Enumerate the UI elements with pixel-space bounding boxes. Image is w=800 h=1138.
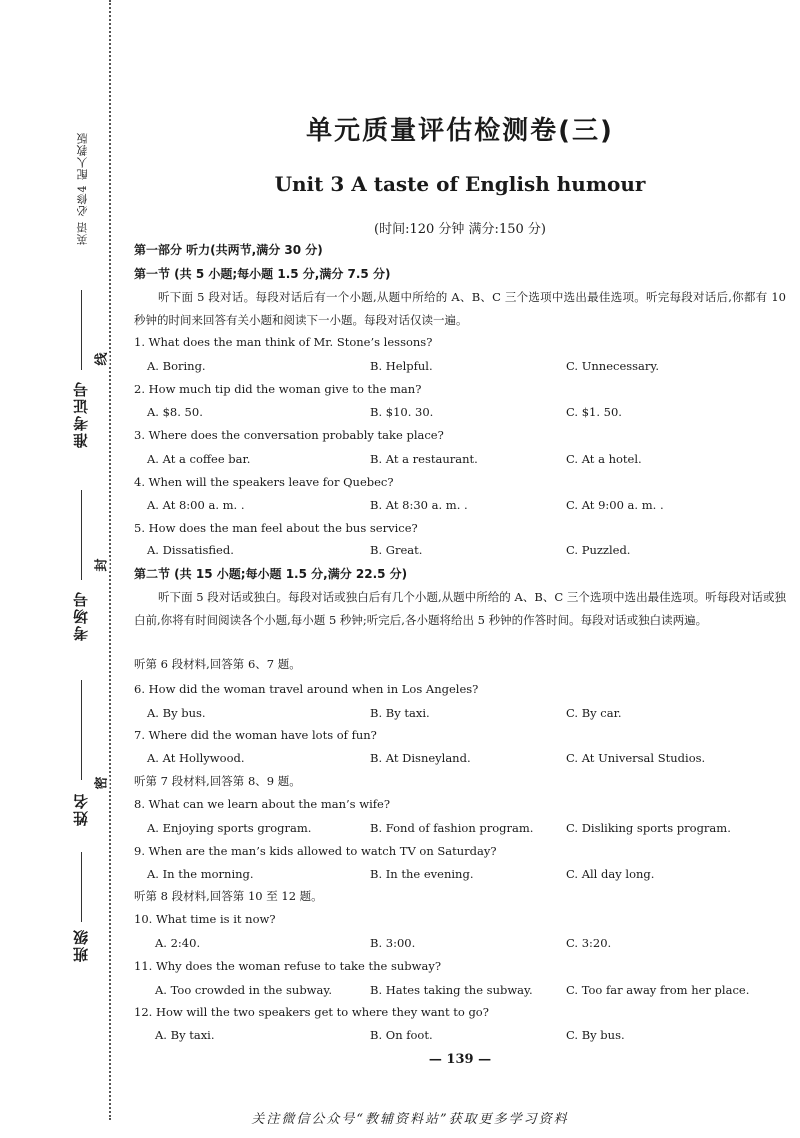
- option-b: B. At Disneyland.: [370, 751, 471, 765]
- option-a: A. Too crowded in the subway.: [155, 983, 333, 997]
- field-class-label: 班级: [72, 928, 90, 962]
- option-c: C. At a hotel.: [566, 452, 642, 466]
- option-a: A. By bus.: [147, 706, 206, 720]
- option-a: A. 2:40.: [155, 936, 201, 950]
- seal-xian: 线: [94, 352, 110, 366]
- question-1: 1. What does the man think of Mr. Stone’s lessons?: [134, 335, 433, 349]
- material-8-note: 听第 8 段材料,回答第 10 至 12 题。: [134, 889, 323, 903]
- field-exam-id-label-text: 准考证号: [72, 380, 90, 448]
- question-5: 5. How does the man feel about the bus service?: [134, 521, 418, 535]
- page-title: 单元质量评估检测卷(三): [306, 116, 614, 146]
- option-b: B. On foot.: [370, 1028, 433, 1042]
- material-6-note: 听第 6 段材料,回答第 6、7 题。: [134, 657, 301, 671]
- question-12: 12. How will the two speakers get to where they want to go?: [134, 1005, 489, 1019]
- field-exam-room-label-wrap: [70, 590, 94, 641]
- material-7-note: 听第 7 段材料,回答第 8、9 题。: [134, 774, 301, 788]
- field-name-label: 姓名: [72, 792, 90, 826]
- option-a: A. Enjoying sports grogram.: [147, 821, 312, 835]
- part1-heading: 第一部分 听力(共两节,满分 30 分): [134, 243, 323, 257]
- section2-heading: 第二节 (共 15 小题;每小题 1.5 分,满分 22.5 分): [134, 567, 408, 581]
- option-c: C. At 9:00 a. m. .: [566, 498, 664, 512]
- option-b: B. 3:00.: [370, 936, 416, 950]
- unit-subtitle: Unit 3 A taste of English humour: [274, 172, 646, 196]
- option-b: B. Great.: [370, 543, 423, 557]
- question-9: 9. When are the man’s kids allowed to watch TV on Saturday?: [134, 844, 497, 858]
- question-6: 6. How did the woman travel around when in Los Angeles?: [134, 682, 479, 696]
- field-name-line: [81, 680, 82, 780]
- section2-instructions: 听下面 5 段对话或独白。每段对话或独白后有几个小题,从题中所给的 A、B、C 三个选项中选出最佳选项。听每段对话或独白前,你将有时间阅读各个小题,每小题 5 秒钟;听完后,各小题将给出 5 秒钟的作答时间。每段对话或独白读两遍。: [134, 590, 786, 627]
- option-b: B. $10. 30.: [370, 405, 434, 419]
- field-name-label-wrap: [70, 792, 94, 826]
- option-b: B. By taxi.: [370, 706, 430, 720]
- field-exam-room-line: [81, 490, 82, 580]
- option-c: C. By bus.: [566, 1028, 625, 1042]
- section1-instructions: 听下面 5 段对话。每段对话后有一个小题,从题中所给的 A、B、C 三个选项中选出最佳选项。听完每段对话后,你都有 10 秒钟的时间来回答有关小题和阅读下一小题。每段对话仅读一遍。: [134, 290, 786, 327]
- section1-heading: 第一节 (共 5 小题;每小题 1.5 分,满分 7.5 分): [134, 267, 391, 281]
- seal-mi: 密: [94, 776, 110, 790]
- question-3: 3. Where does the conversation probably take place?: [134, 428, 444, 442]
- option-a: A. Boring.: [147, 359, 206, 373]
- field-exam-id-line: [81, 290, 82, 370]
- field-exam-room-label: 考场号: [72, 590, 90, 641]
- option-c: C. 3:20.: [566, 936, 612, 950]
- option-a: A. In the morning.: [147, 867, 254, 881]
- option-a: A. By taxi.: [155, 1028, 215, 1042]
- question-7: 7. Where did the woman have lots of fun?: [134, 728, 377, 742]
- option-b: B. Helpful.: [370, 359, 433, 373]
- seal-feng: 封: [94, 558, 110, 572]
- option-c: C. $1. 50.: [566, 405, 622, 419]
- option-b: B. Hates taking the subway.: [370, 983, 533, 997]
- option-c: C. Puzzled.: [566, 543, 631, 557]
- option-a: A. At Hollywood.: [147, 751, 245, 765]
- binding-meta-text: 英语 必修4 配人教版: [76, 132, 89, 245]
- question-4: 4. When will the speakers leave for Quebec?: [134, 475, 394, 489]
- option-c: C. Too far away from her place.: [566, 983, 750, 997]
- question-2: 2. How much tip did the woman give to the man?: [134, 382, 422, 396]
- option-c: C. Unnecessary.: [566, 359, 660, 373]
- footer-note: 关注微信公众号“教辅资料站”获取更多学习资料: [251, 1112, 569, 1127]
- option-a: A. At a coffee bar.: [147, 452, 251, 466]
- option-c: C. By car.: [566, 706, 622, 720]
- field-class-line: [81, 852, 82, 922]
- option-b: B. In the evening.: [370, 867, 474, 881]
- field-exam-id-label-wrap: [70, 380, 94, 448]
- option-b: B. Fond of fashion program.: [370, 821, 534, 835]
- option-a: A. At 8:00 a. m. .: [147, 498, 245, 512]
- binding-margin: [0, 0, 118, 1138]
- question-11: 11. Why does the woman refuse to take the subway?: [134, 959, 442, 973]
- option-a: A. Dissatisfied.: [147, 543, 234, 557]
- time-score-line: (时间:120 分钟 满分:150 分): [374, 222, 546, 237]
- option-a: A. $8. 50.: [147, 405, 203, 419]
- option-c: C. Disliking sports program.: [566, 821, 731, 835]
- option-c: C. All day long.: [566, 867, 655, 881]
- question-8: 8. What can we learn about the man’s wife?: [134, 797, 390, 811]
- option-b: B. At 8:30 a. m. .: [370, 498, 468, 512]
- option-c: C. At Universal Studios.: [566, 751, 706, 765]
- question-10: 10. What time is it now?: [134, 912, 276, 926]
- option-b: B. At a restaurant.: [370, 452, 478, 466]
- field-class-label-wrap: [70, 928, 94, 962]
- page-number: — 139 —: [428, 1052, 492, 1067]
